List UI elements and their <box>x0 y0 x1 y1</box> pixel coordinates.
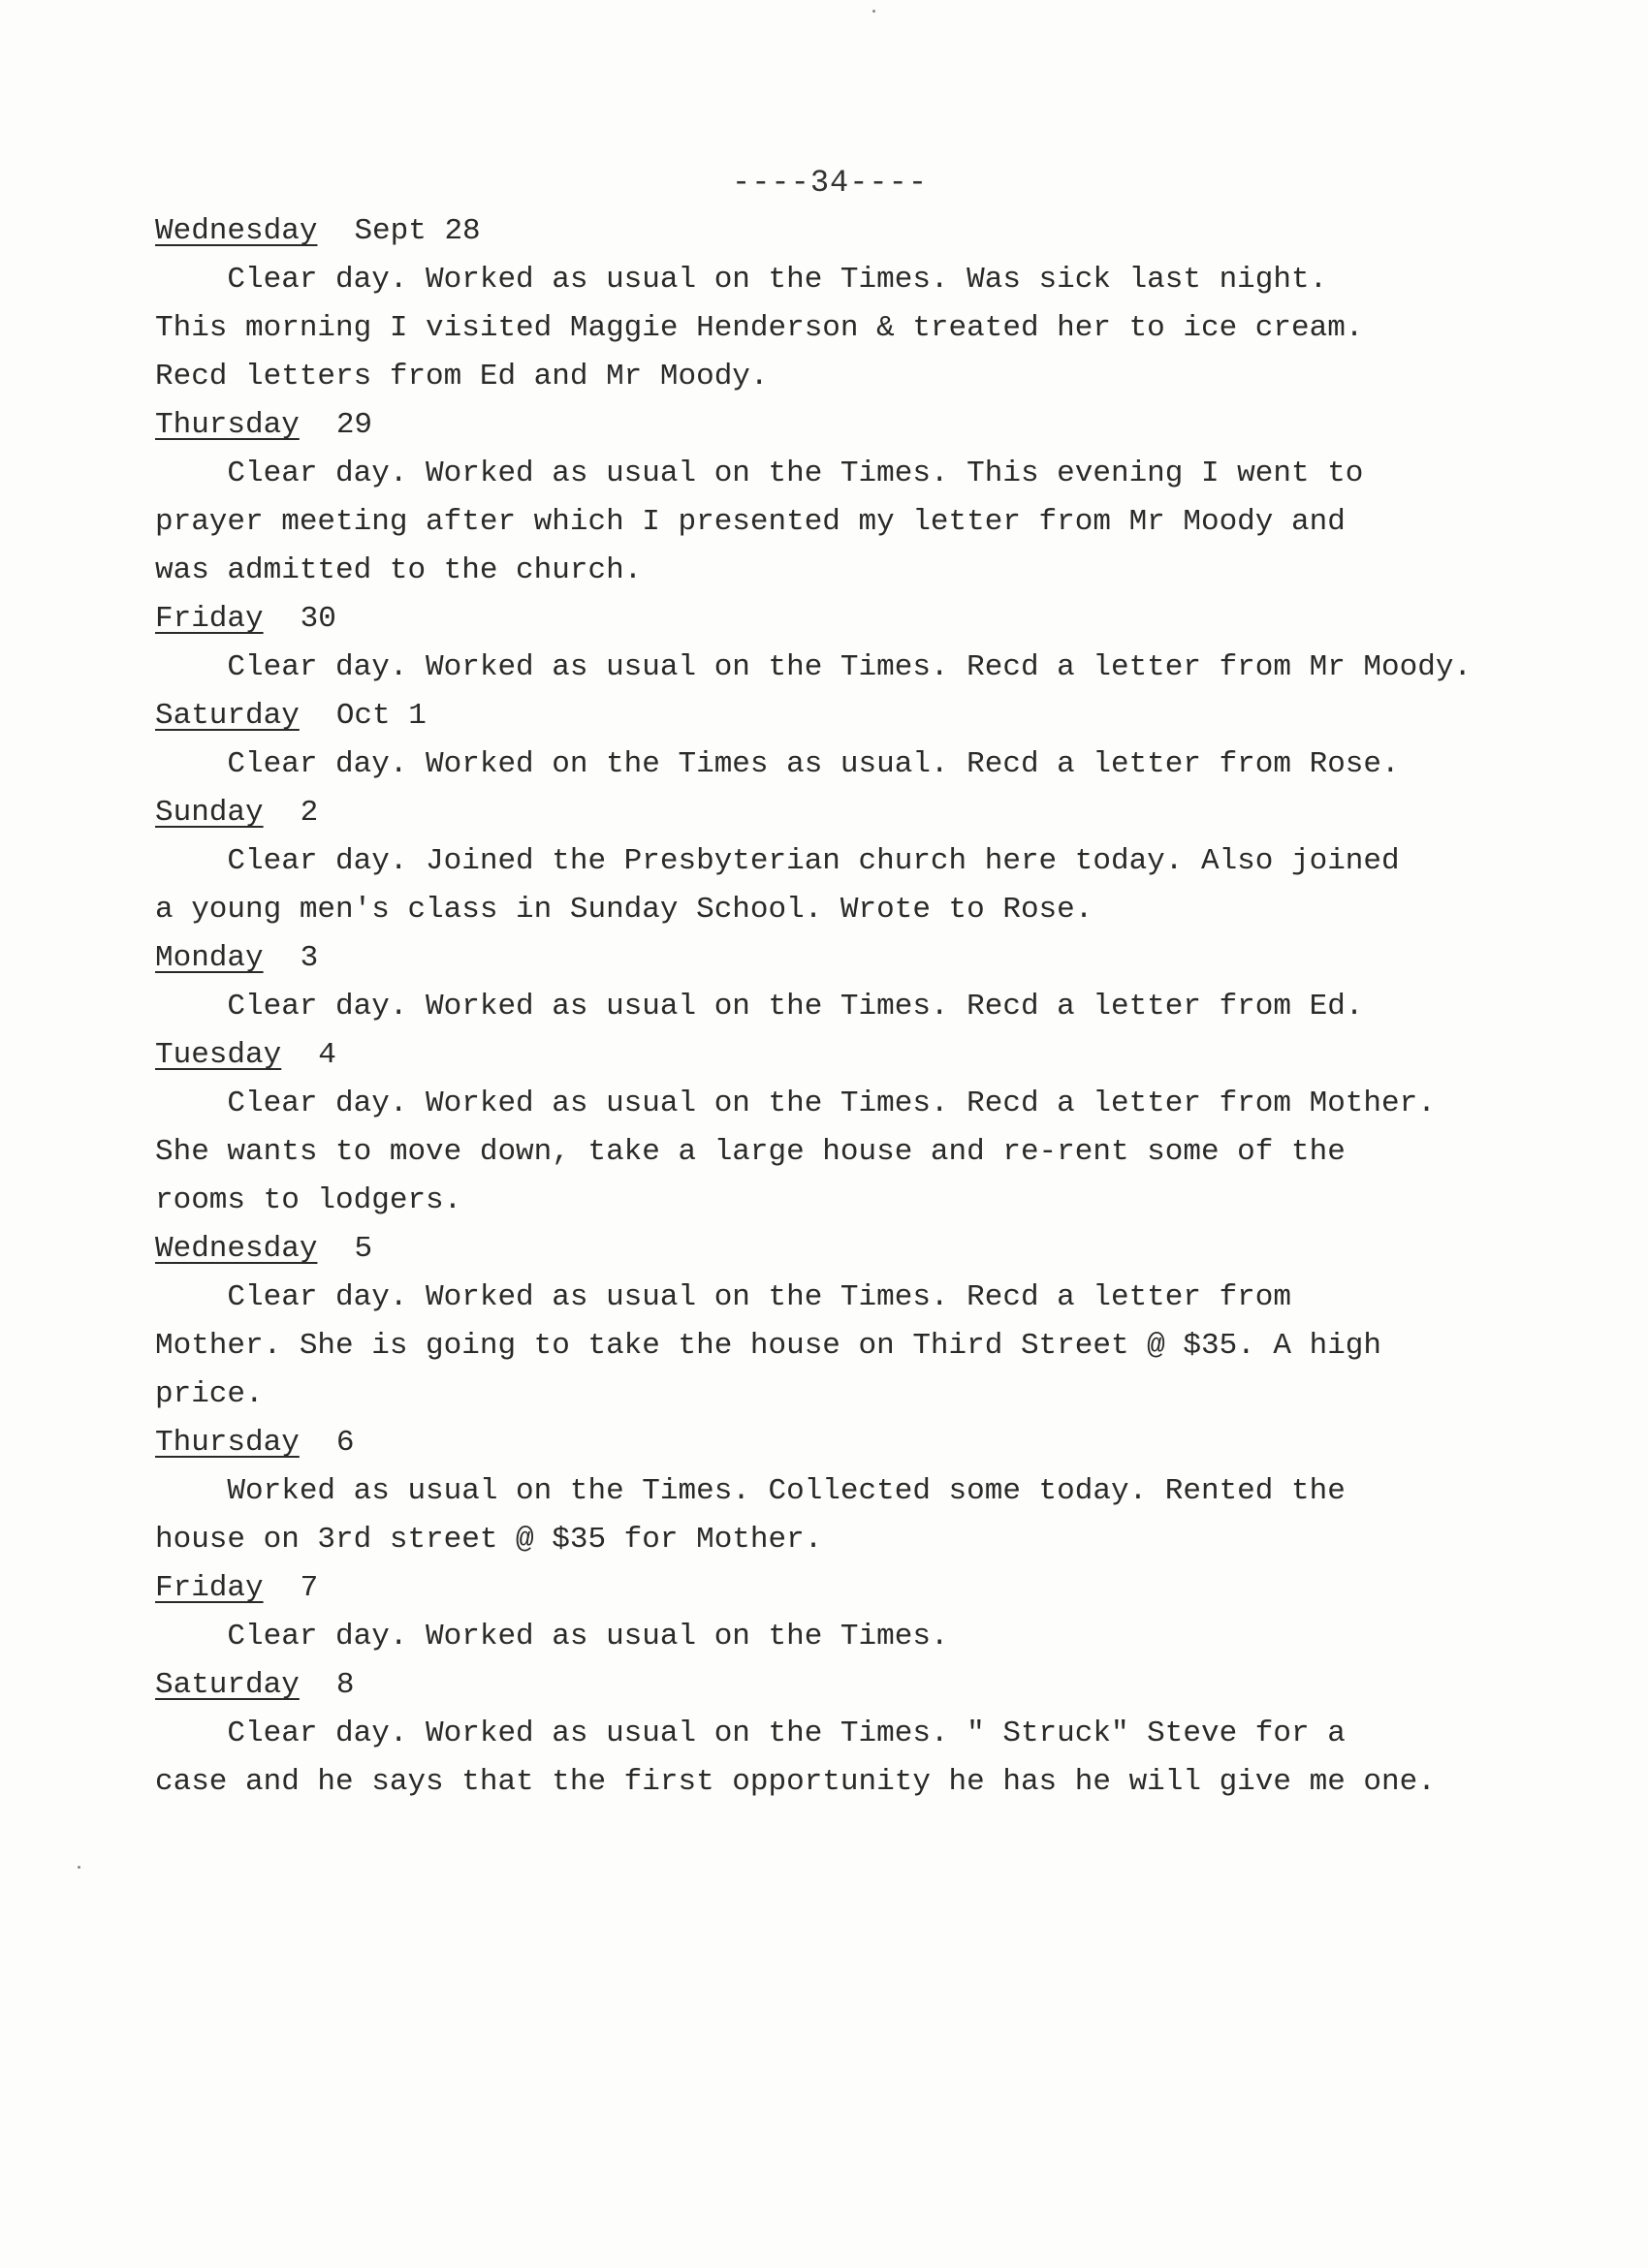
entry-day: Friday <box>155 602 264 636</box>
entry-heading <box>155 692 1590 740</box>
entry-heading <box>155 1661 1590 1710</box>
entry-heading <box>155 595 1590 644</box>
entry-heading <box>155 789 1590 837</box>
entry-text-line: price. <box>155 1377 264 1411</box>
entry-day: Saturday <box>155 699 300 733</box>
entry-heading <box>155 207 1590 256</box>
entry-date: 3 <box>300 941 319 975</box>
entry-day: Monday <box>155 941 264 975</box>
entry-text-line: rooms to lodgers. <box>155 1183 462 1217</box>
entry-date: 4 <box>318 1038 336 1072</box>
diary-entry <box>155 595 1590 692</box>
entry-text-line: This morning I visited Maggie Henderson & treated her to ice cream. <box>155 311 1364 345</box>
entry-text-line: Clear day. Worked as usual on the Times. Recd a letter from Mr Moody. <box>155 650 1473 684</box>
diary-entry <box>155 692 1590 789</box>
diary-entry <box>155 1419 1590 1564</box>
entry-text-line: house on 3rd street @ $35 for Mother. <box>155 1523 823 1557</box>
entry-text-line: Clear day. Worked as usual on the Times. " Struck" Steve for a <box>155 1717 1346 1750</box>
entry-day: Saturday <box>155 1668 300 1702</box>
diary-entry <box>155 934 1590 1031</box>
entry-heading <box>155 1031 1590 1080</box>
entry-text-line: Clear day. Worked on the Times as usual. Recd a letter from Rose. <box>155 747 1400 781</box>
entry-heading <box>155 1225 1590 1274</box>
stray-mark <box>78 1866 80 1869</box>
stray-mark <box>872 10 875 13</box>
entry-day: Wednesday <box>155 214 318 248</box>
entry-day: Wednesday <box>155 1232 318 1266</box>
entry-date: Oct 1 <box>335 699 427 733</box>
diary-entry <box>155 1225 1590 1419</box>
entry-date: 30 <box>300 602 336 636</box>
entry-date: 8 <box>335 1668 355 1702</box>
entry-text-line: case and he says that the first opportunity he has he will give me one. <box>155 1765 1436 1799</box>
entry-heading <box>155 934 1590 983</box>
diary-entry <box>155 789 1590 934</box>
diary-entry <box>155 401 1590 595</box>
entry-text-line: prayer meeting after which I presented my letter from Mr Moody and <box>155 505 1346 539</box>
entry-day: Sunday <box>155 796 264 830</box>
entry-text-line: was admitted to the church. <box>155 553 643 587</box>
entry-date: 2 <box>300 796 319 830</box>
entry-text-line: Clear day. Worked as usual on the Times. Recd a letter from Ed. <box>155 990 1364 1024</box>
entry-text-line: Clear day. Worked as usual on the Times. <box>155 1620 949 1654</box>
entry-day: Friday <box>155 1571 264 1605</box>
diary-entry <box>155 1031 1590 1225</box>
entry-heading <box>155 1419 1590 1467</box>
entry-day: Thursday <box>155 408 300 442</box>
entry-date: 6 <box>335 1426 355 1460</box>
entry-date: 29 <box>335 408 373 442</box>
entry-text-line: Worked as usual on the Times. Collected some today. Rented the <box>155 1474 1346 1508</box>
entry-text-line: Clear day. Worked as usual on the Times. Recd a letter from Mother. <box>155 1087 1436 1120</box>
entry-date: Sept 28 <box>354 214 481 248</box>
entry-text-line: Clear day. Worked as usual on the Times. Recd a letter from <box>155 1280 1291 1314</box>
entry-text-line: Clear day. Worked as usual on the Times. This evening I went to <box>155 457 1364 490</box>
entry-text-line: Clear day. Worked as usual on the Times. Was sick last night. <box>155 263 1328 297</box>
diary-entry <box>155 1661 1590 1807</box>
entry-day: Thursday <box>155 1426 300 1460</box>
entry-day: Tuesday <box>155 1038 282 1072</box>
entry-text-line: She wants to move down, take a large house and re-rent some of the <box>155 1135 1346 1169</box>
page-number: ----34---- <box>732 165 929 201</box>
entry-date: 5 <box>354 1232 373 1266</box>
diary-entry <box>155 207 1590 401</box>
diary-entries <box>155 207 1590 1807</box>
diary-entry <box>155 1564 1590 1661</box>
entry-text-line: a young men's class in Sunday School. Wrote to Rose. <box>155 893 1093 927</box>
entry-text-line: Clear day. Joined the Presbyterian church here today. Also joined <box>155 844 1400 878</box>
entry-date: 7 <box>300 1571 319 1605</box>
entry-text-line: Mother. She is going to take the house on Third Street @ $35. A high <box>155 1329 1382 1363</box>
entry-text-line: Recd letters from Ed and Mr Moody. <box>155 360 769 394</box>
entry-heading <box>155 1564 1590 1613</box>
entry-heading <box>155 401 1590 450</box>
